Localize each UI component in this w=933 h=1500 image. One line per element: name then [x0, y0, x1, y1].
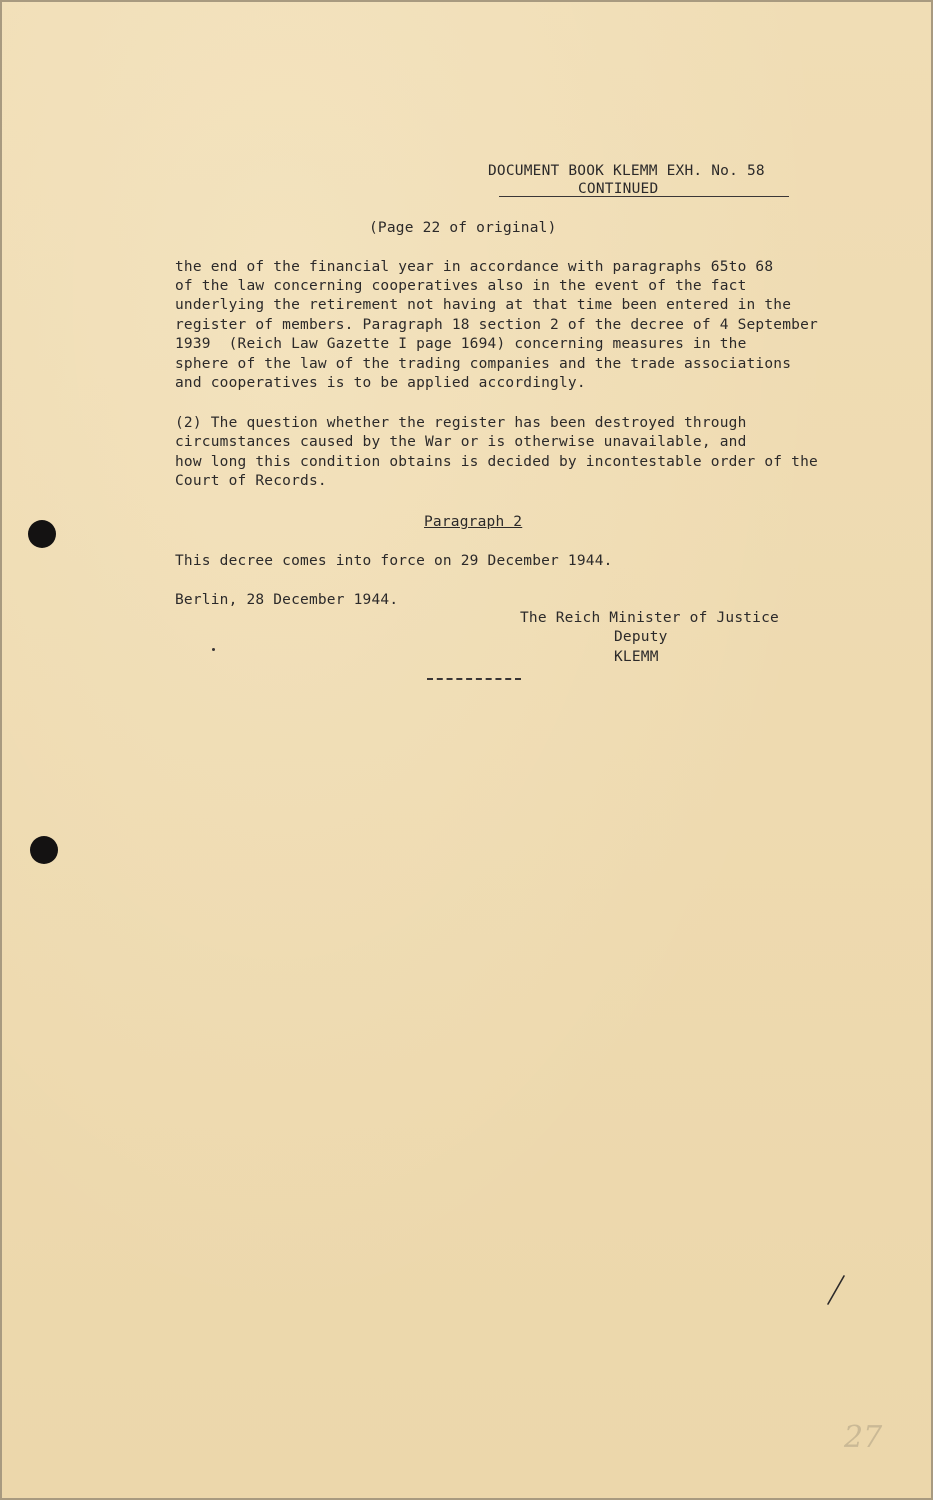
ink-speck: [212, 648, 215, 651]
closing-dash-rule: [427, 678, 521, 680]
signatory-role: Deputy: [614, 629, 668, 645]
paragraph-2-line: how long this condition obtains is decided by incontestable order of the: [175, 454, 818, 470]
paragraph-2-line: Court of Records.: [175, 473, 327, 489]
paragraph-2-line: (2) The question whether the register has been destroyed through: [175, 415, 747, 431]
punch-hole: [30, 836, 58, 864]
paragraph-1-line: the end of the financial year in accordance with paragraphs 65to 68: [175, 259, 774, 275]
paragraph-1-line: underlying the retirement not having at that time been entered in the: [175, 297, 792, 313]
paragraph-1-line: register of members. Paragraph 18 section 2 of the decree of 4 September: [175, 317, 818, 333]
paragraph-1-line: of the law concerning cooperatives also in the event of the fact: [175, 278, 747, 294]
page-reference: (Page 22 of original): [369, 220, 557, 236]
section-heading: Paragraph 2: [424, 514, 523, 530]
place-and-date: Berlin, 28 December 1944.: [175, 592, 399, 608]
page-number: 27: [844, 1420, 883, 1455]
punch-hole: [28, 520, 56, 548]
signatory-name: KLEMM: [614, 649, 659, 665]
paragraph-1-line: sphere of the law of the trading companies and the trade associations: [175, 356, 792, 372]
pen-check-mark: [822, 1274, 852, 1308]
paragraph-1-line: 1939 (Reich Law Gazette I page 1694) concerning measures in the: [175, 336, 747, 352]
paragraph-2-line: circumstances caused by the War or is otherwise unavailable, and: [175, 434, 747, 450]
document-title: DOCUMENT BOOK KLEMM EXH. No. 58: [488, 163, 765, 179]
signatory-title: The Reich Minister of Justice: [520, 610, 779, 626]
document-subtitle: CONTINUED: [578, 181, 659, 197]
paragraph-1-line: and cooperatives is to be applied accordingly.: [175, 375, 586, 391]
decree-effective-statement: This decree comes into force on 29 December 1944.: [175, 553, 613, 569]
header-underline: [499, 196, 789, 197]
